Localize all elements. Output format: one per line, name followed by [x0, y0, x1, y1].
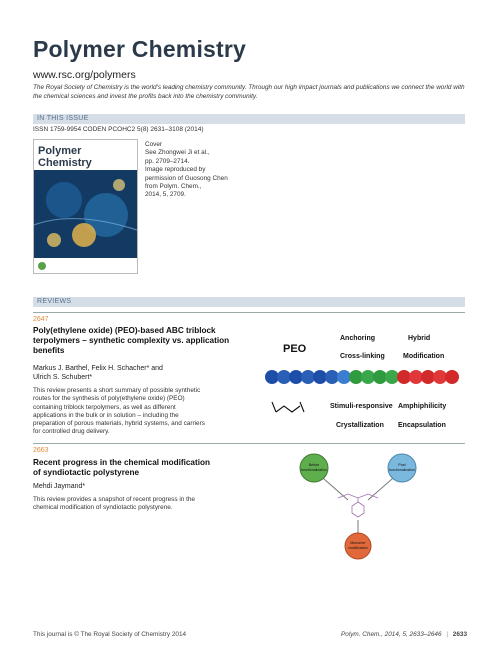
in-this-issue-band: IN THIS ISSUE: [33, 114, 465, 124]
svg-text:Monomer: Monomer: [350, 541, 366, 545]
reviews-band: REVIEWS: [33, 297, 465, 307]
article-1-title[interactable]: Poly(ethylene oxide) (PEO)-based ABC triblock terpolymers – synthetic complexity vs. application benefits: [33, 326, 230, 355]
article-1-graphic: [258, 324, 468, 436]
svg-text:Post: Post: [398, 463, 406, 467]
article-2-summary: This review provides a snapshot of recent progress in the chemical modification of syndiotactic polystyrene.: [33, 496, 195, 512]
svg-text:functionalization: functionalization: [301, 468, 327, 472]
article-2-graphic: [290, 450, 430, 560]
article-2-authors: Mehdi Jaymand*: [33, 483, 86, 490]
cover-caption: [145, 141, 265, 200]
article-1-authors: Markus J. Barthel, Felix H. Schacher* and Ulrich S. Schubert*: [33, 365, 163, 381]
issn-line: ISSN 1759-9954 CODEN PCOHC2 5(8) 2631–3108 (2014): [33, 126, 204, 133]
cover-journal-name-2: Chemistry: [38, 157, 92, 169]
article-1-summary: This review presents a short summary of possible synthetic routes for the synthesis of poly(ethylene oxide) (PEO) containing triblock terpolymers, as well as different applications in the bulk or in solution – including the preparation of porous materials, hybrid systems, and carriers for controlled drug delivery.: [33, 387, 205, 436]
svg-text:Before: Before: [308, 463, 320, 467]
journal-title: Polymer Chemistry: [33, 36, 247, 62]
article-1-page[interactable]: 2647: [33, 316, 49, 323]
stimuli-label: Stimuli-responsive: [330, 403, 393, 410]
amphiphilicity-label: Amphiphilicity: [398, 403, 447, 410]
article-2-title[interactable]: Recent progress in the chemical modification of syndiotactic polystyrene: [33, 458, 210, 477]
polystyrene-structure-icon: [338, 494, 378, 517]
cover-artwork: [34, 140, 137, 273]
journal-tagline: The Royal Society of Chemistry is the world's leading chemistry community. Through our high impact journals and publications we connect the world with the chemical sciences and invest the profits back into the chemistry community.: [33, 84, 465, 100]
cover-image[interactable]: [33, 139, 138, 274]
article-2-page[interactable]: 2663: [33, 447, 49, 454]
cover-line-5: from Polym. Chem.,: [145, 183, 202, 191]
hybrid-label: Hybrid: [408, 335, 431, 342]
cover-line-3: Image reproduced by: [145, 166, 206, 174]
cover-heading: Cover: [145, 141, 163, 148]
page-number: 2633: [452, 631, 467, 638]
peo-label: PEO: [283, 343, 307, 355]
crosslinking-label: Cross-linking: [340, 353, 385, 360]
anchoring-label: Anchoring: [340, 335, 375, 342]
cover-line-6: 2014, 5, 2709.: [145, 191, 186, 199]
divider: [33, 443, 465, 444]
footer-copyright: This journal is © The Royal Society of Chemistry 2014: [33, 631, 187, 638]
journal-url[interactable]: www.rsc.org/polymers: [33, 69, 136, 81]
svg-text:functionalization: functionalization: [389, 468, 415, 472]
cover-journal-name-1: Polymer: [38, 145, 82, 157]
modification-label: Modification: [403, 353, 445, 360]
svg-text:modification: modification: [348, 546, 368, 550]
peo-structure-icon: [272, 402, 304, 412]
footer-citation: Polym. Chem., 2014, 5, 2633–2646 | 2633: [341, 631, 467, 638]
bead-chain: [265, 370, 459, 384]
cover-line-4: permission of Guosong Chen: [145, 174, 228, 182]
encapsulation-label: Encapsulation: [398, 422, 446, 429]
cover-line-1: See Zhongwei Ji et al.,: [145, 149, 210, 157]
crystallization-label: Crystallization: [336, 422, 384, 429]
cover-line-2: pp. 2709–2714.: [145, 157, 190, 165]
divider: [33, 312, 465, 313]
